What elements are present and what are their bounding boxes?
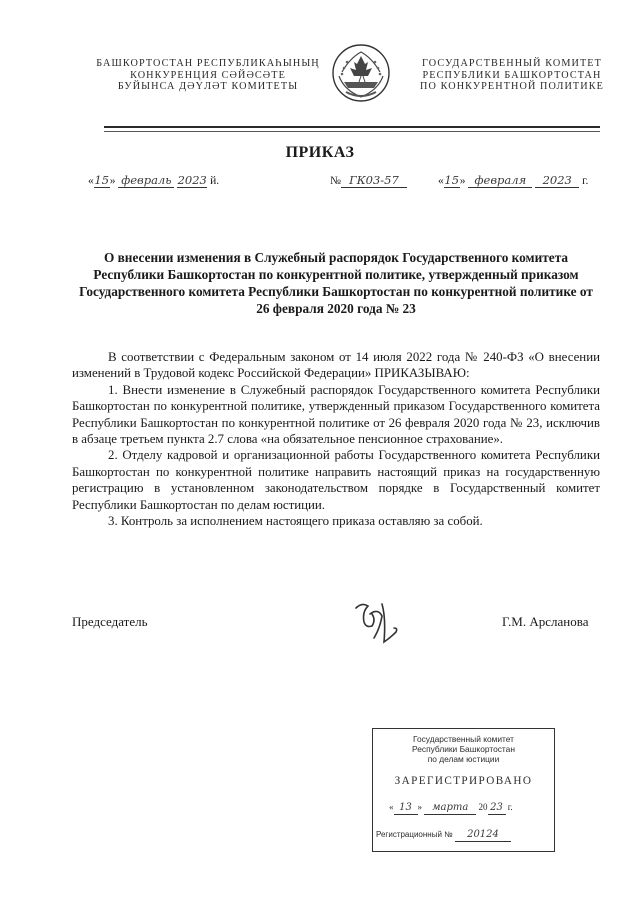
stamp-authority [373,734,554,764]
stamp-date-day: 13 [394,801,418,815]
quote-open: « [438,175,444,187]
date-suffix: й. [210,175,220,187]
header-divider-thin [104,131,600,132]
document-body [72,349,600,529]
quote-close: » [109,175,116,187]
quote-open: « [389,802,394,812]
number-value: ГК03-57 [341,174,407,188]
date-day: 15 [444,173,460,187]
order-item: 3. Контроль за исполнением настоящего приказа оставляю за собой. [108,514,483,529]
coat-of-arms-emblem-icon [330,42,392,104]
order-item: 2. Отделу кадровой и организационной работы Государственного комитета Республики Башкортостан по конкурентной политике направить настоящий приказ на государственную регистрацию в установленном законодательством порядке в Государственный комитет Республики Башкортостан по делам юстиции. [72,448,600,512]
header-left-line: БАШКОРТОСТАН РЕСПУБЛИКАҺЫНЫҢ [96,58,320,69]
signatory-name: Г.М. Арсланова [502,614,589,629]
header-left-line: КОНКУРЕНЦИЯ СӘЙӘСӘТЕ [130,69,286,81]
document-number [330,174,407,188]
date-month: февраль [118,174,174,188]
stamp-date-month: марта [424,801,476,815]
date-year: 2023 [177,173,207,187]
document-type-title: ПРИКАЗ [285,144,355,161]
stamp-date-year-prefix: 20 [478,802,488,812]
stamp-line: по делам юстиции [427,754,500,764]
header-right-line: ПО КОНКУРЕНТНОЙ ПОЛИТИКЕ [420,81,604,92]
header-russian-block [410,58,614,93]
signatory-title: Председатель [72,614,148,629]
quote-open: « [88,175,94,187]
registration-stamp [372,728,555,852]
stamp-line: Государственный комитет [412,734,515,744]
header-right-line: ГОСУДАРСТВЕННЫЙ КОМИТЕТ [422,58,602,69]
order-item: 1. Внести изменение в Служебный распорядок Государственного комитета Республики Башкортостан по конкурентной политике, утвержденный приказом Государственного комитета Республики Башкортостан по конкурентной политике от 26 февраля 2020 года № 23, исключив в абзаце третьем пункта 2.7 слова «на обязательное пенсионное страхование». [72,382,600,447]
header-left-line: БУЙЫНСА ДӘҮЛӘТ КОМИТЕТЫ [117,81,299,92]
date-month: февраля [468,174,532,188]
stamp-status: ЗАРЕГИСТРИРОВАНО [394,775,533,787]
stamp-reg-label: Регистрационный № [376,830,453,839]
number-prefix: № [330,175,341,187]
quote-close: » [417,802,422,812]
header-bashkir-block [92,58,324,93]
date-year: 2023 [535,174,579,188]
date-suffix: г. [582,175,589,187]
stamp-date [389,801,513,815]
preamble-paragraph: В соответствии с Федеральным законом от 14 июля 2022 года № 240-ФЗ «О внесении изменений в Трудовой кодекс Российской Федерации» ПРИКАЗЫВАЮ: [72,350,600,381]
date-russian [438,174,588,188]
stamp-reg-value: 20124 [455,828,511,842]
stamp-date-year: 23 [488,801,506,815]
stamp-date-suffix: г. [507,802,513,812]
header-divider-thick [104,126,600,128]
stamp-reg-number [376,828,511,842]
stamp-line: Республики Башкортостан [412,744,515,754]
handwritten-signature-icon [348,598,406,648]
date-bashkir [88,174,219,188]
header-right-line: РЕСПУБЛИКИ БАШКОРТОСТАН [422,69,602,81]
quote-close: » [459,175,466,187]
date-day: 15 [94,173,110,187]
document-subject: О внесении изменения в Служебный распорядок Государственного комитета Республики Башкортостан по конкурентной политике, утвержденный приказом Государственного комитета Республики Башкортостан по конкурентной политике от 26 февраля 2020 года № 23 [79,250,593,316]
